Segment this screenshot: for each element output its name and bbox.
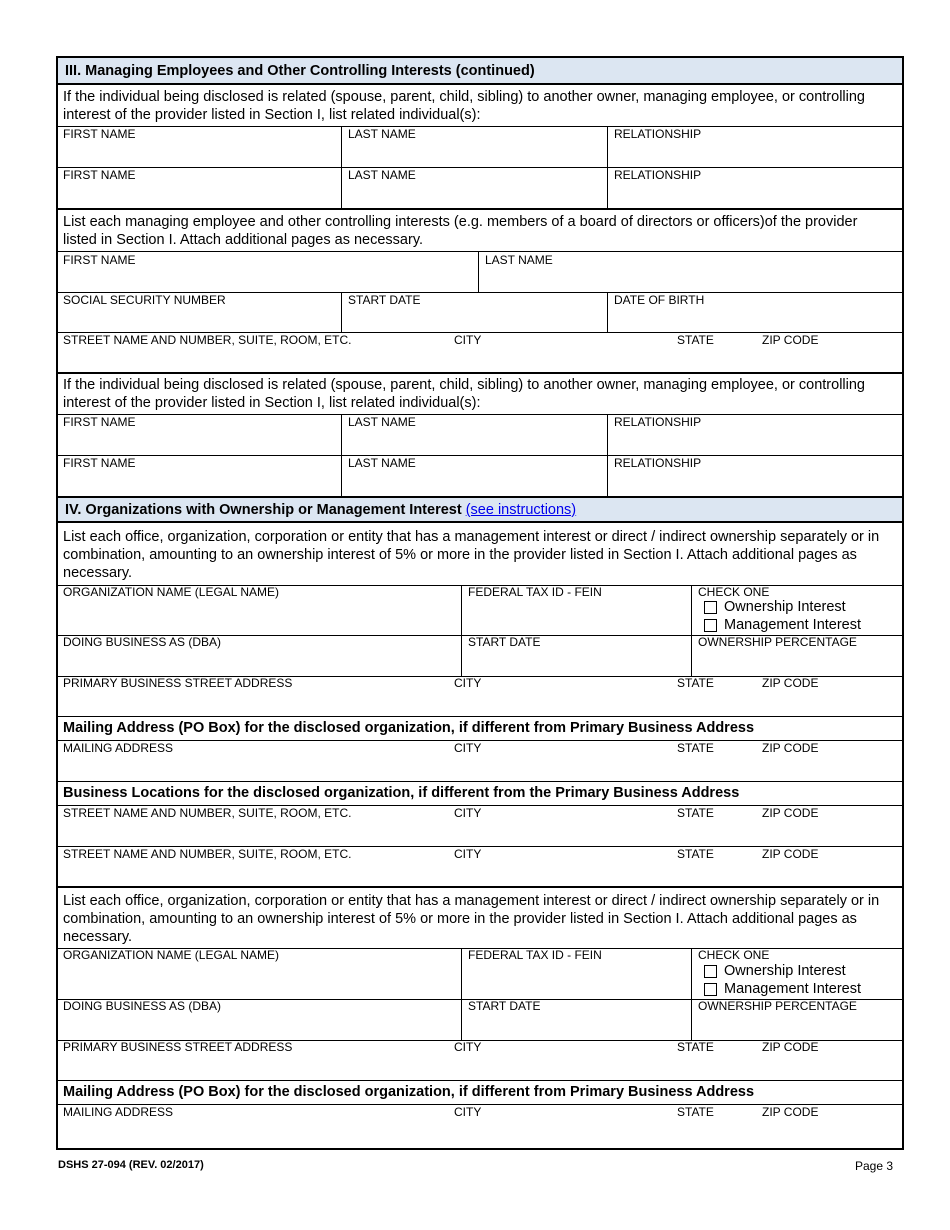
org-list-text-1: List each office, organization, corporation or entity that has a management interest or direct / indirect ownership separately or in combination, amounting to an ownership interest of 5% or more in the provider listed in Section I. Attach additional pages as necessary.: [63, 529, 880, 581]
last-name-label: LAST NAME: [348, 456, 416, 470]
management-interest-checkbox[interactable]: [704, 983, 717, 996]
zip-label: ZIP CODE: [762, 847, 819, 861]
first-name-label: FIRST NAME: [63, 456, 136, 470]
city-label: CITY: [454, 741, 482, 755]
last-name-label: LAST NAME: [485, 253, 553, 267]
related-text-2: If the individual being disclosed is related (spouse, parent, child, sibling) to another owner, managing employee, or controlling interest of the provider listed in Section I, list related individual(s):: [63, 377, 865, 411]
first-name-label: FIRST NAME: [63, 127, 136, 141]
ownership-pct-label: OWNERSHIP PERCENTAGE: [698, 635, 857, 649]
zip-label: ZIP CODE: [762, 1105, 819, 1119]
section4-title: IV. Organizations with Ownership or Management Interest: [65, 502, 462, 518]
ownership-interest-label: Ownership Interest: [724, 963, 846, 979]
zip-label: ZIP CODE: [762, 1040, 819, 1054]
mailing-address-label: MAILING ADDRESS: [63, 1105, 174, 1119]
state-label: STATE: [677, 676, 714, 690]
mailing-heading-1: Mailing Address (PO Box) for the disclosed organization, if different from Primary Business Address: [63, 720, 755, 736]
zip-label: ZIP CODE: [762, 676, 819, 690]
ownership-interest-checkbox[interactable]: [704, 965, 717, 978]
first-name-label: FIRST NAME: [63, 168, 136, 182]
dob-label: DATE OF BIRTH: [614, 293, 705, 307]
start-date-label: START DATE: [468, 635, 541, 649]
zip-label: ZIP CODE: [762, 333, 819, 347]
management-interest-label: Management Interest: [724, 981, 862, 997]
zip-label: ZIP CODE: [762, 741, 819, 755]
start-date-label: START DATE: [348, 293, 421, 307]
street-label: STREET NAME AND NUMBER, SUITE, ROOM, ETC.: [63, 847, 352, 861]
state-label: STATE: [677, 741, 714, 755]
city-label: CITY: [454, 1105, 482, 1119]
dba-label: DOING BUSINESS AS (DBA): [63, 635, 222, 649]
related-text-1: If the individual being disclosed is related (spouse, parent, child, sibling) to another owner, managing employee, or controlling interest of the provider listed in Section I, list related individual(s):: [63, 89, 865, 123]
management-interest-checkbox[interactable]: [704, 619, 717, 632]
relationship-label: RELATIONSHIP: [614, 415, 702, 429]
city-label: CITY: [454, 1040, 482, 1054]
relationship-label: RELATIONSHIP: [614, 127, 702, 141]
page-number: Page 3: [855, 1159, 894, 1173]
city-label: CITY: [454, 806, 482, 820]
mailing-heading-2: Mailing Address (PO Box) for the disclosed organization, if different from Primary Business Address: [63, 1084, 755, 1100]
locations-heading: Business Locations for the disclosed organization, if different from the Primary Business Address: [63, 785, 740, 801]
ownership-interest-checkbox[interactable]: [704, 601, 717, 614]
state-label: STATE: [677, 333, 714, 347]
org-name-label: ORGANIZATION NAME (LEGAL NAME): [63, 585, 280, 599]
street-label: STREET NAME AND NUMBER, SUITE, ROOM, ETC.: [63, 806, 352, 820]
org-list-text-2: List each office, organization, corporation or entity that has a management interest or direct / indirect ownership separately or in combination, amounting to an ownership interest of 5% or more in the provider listed in Section I. Attach additional pages as necessary.: [63, 893, 880, 945]
dba-label: DOING BUSINESS AS (DBA): [63, 999, 222, 1013]
last-name-label: LAST NAME: [348, 168, 416, 182]
fein-label: FEDERAL TAX ID - FEIN: [468, 585, 602, 599]
state-label: STATE: [677, 1105, 714, 1119]
state-label: STATE: [677, 1040, 714, 1054]
primary-street-label: PRIMARY BUSINESS STREET ADDRESS: [63, 676, 293, 690]
section3-header: [58, 58, 902, 84]
city-label: CITY: [454, 847, 482, 861]
section3-title: III. Managing Employees and Other Controlling Interests (continued): [65, 63, 535, 79]
org-name-label: ORGANIZATION NAME (LEGAL NAME): [63, 948, 280, 962]
section4-header: [58, 498, 902, 522]
managing-employee-text: List each managing employee and other controlling interests (e.g. members of a board of directors or officers)of the provider listed in Section I. Attach additional pages as necessary.: [63, 214, 858, 248]
relationship-label: RELATIONSHIP: [614, 168, 702, 182]
ssn-label: SOCIAL SECURITY NUMBER: [63, 293, 226, 307]
last-name-label: LAST NAME: [348, 415, 416, 429]
first-name-label: FIRST NAME: [63, 415, 136, 429]
check-one-label: CHECK ONE: [698, 948, 770, 962]
ownership-pct-label: OWNERSHIP PERCENTAGE: [698, 999, 857, 1013]
form-id: DSHS 27-094 (REV. 02/2017): [58, 1159, 204, 1171]
see-instructions-link[interactable]: (see instructions): [465, 502, 577, 518]
state-label: STATE: [677, 806, 714, 820]
primary-street-label: PRIMARY BUSINESS STREET ADDRESS: [63, 1040, 293, 1054]
management-interest-label: Management Interest: [724, 617, 862, 633]
fein-label: FEDERAL TAX ID - FEIN: [468, 948, 602, 962]
state-label: STATE: [677, 847, 714, 861]
city-label: CITY: [454, 333, 482, 347]
first-name-label: FIRST NAME: [63, 253, 136, 267]
check-one-label: CHECK ONE: [698, 585, 770, 599]
city-label: CITY: [454, 676, 482, 690]
start-date-label: START DATE: [468, 999, 541, 1013]
ownership-interest-label: Ownership Interest: [724, 599, 846, 615]
mailing-address-label: MAILING ADDRESS: [63, 741, 174, 755]
last-name-label: LAST NAME: [348, 127, 416, 141]
relationship-label: RELATIONSHIP: [614, 456, 702, 470]
street-label: STREET NAME AND NUMBER, SUITE, ROOM, ETC.: [63, 333, 352, 347]
zip-label: ZIP CODE: [762, 806, 819, 820]
